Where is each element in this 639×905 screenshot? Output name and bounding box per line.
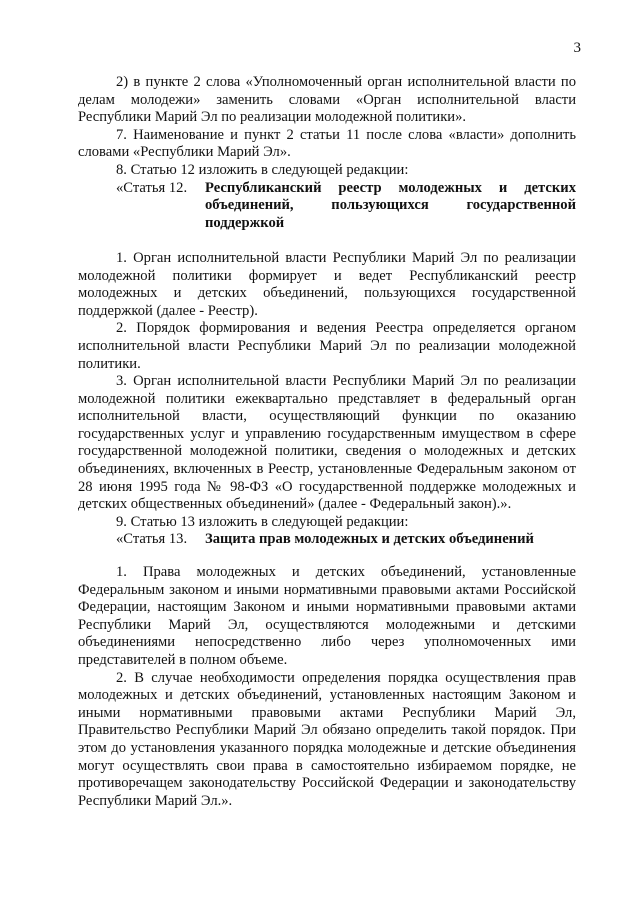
article-12-part-2: 2. Порядок формирования и ведения Реестра определяется органом исполнительной власти Республики Марий Эл по реализации молодежной политики. bbox=[78, 320, 576, 372]
paragraph-item-7: 7. Наименование и пункт 2 статьи 11 после слова «власти» дополнить словами «Республики Марий Эл». bbox=[78, 126, 576, 161]
article-13-part-1: 1. Права молодежных и детских объединений, установленные Федеральным законом и иными нормативными правовыми актами Российской Федерации, настоящим Законом и иными нормативными правовыми актами Республики Марий Эл, осуществляются молодежными и детскими объединениями непосредственно либо через уполномоченных ими представителей в полном объеме. bbox=[78, 564, 576, 668]
article-12-label: «Статья 12. bbox=[116, 179, 188, 196]
article-12-part-3: 3. Орган исполнительной власти Республики Марий Эл по реализации молодежной политики ежеквартально представляет в федеральный орган исполнительной власти, осуществляющий функции по оказанию государственных услуг и управлению государственным имуществом в сфере государственной молодежной политики, сведения о молодежных и детских объединениях, включенных в Реестр, установленные Федеральным законом от 28 июня 1995 года № 98-ФЗ «О государственной поддержке молодежных и детских общественных объединений» (далее - Федеральный закон).». bbox=[78, 373, 576, 513]
article-13-heading bbox=[116, 531, 576, 549]
article-13-label: «Статья 13. bbox=[116, 531, 188, 548]
paragraph-item-8: 8. Статью 12 изложить в следующей редакции: bbox=[116, 161, 409, 178]
article-12-heading bbox=[116, 180, 576, 233]
article-12-part-1: 1. Орган исполнительной власти Республики Марий Эл по реализации молодежной политики формирует и ведет Республиканский реестр молодежных и детских объединений, пользующихся государственной поддержкой (далее - Реестр). bbox=[78, 249, 576, 319]
page-number: 3 bbox=[573, 40, 581, 56]
article-12-title: Республиканский реестр молодежных и детских объединений, пользующихся государственной поддержкой bbox=[205, 179, 576, 231]
document-body bbox=[78, 74, 576, 810]
article-13-title: Защита прав молодежных и детских объединений bbox=[205, 531, 534, 548]
article-13-part-2: 2. В случае необходимости определения порядка осуществления прав молодежных и детских объединений, установленных настоящим Законом и иными нормативными правовыми актами Республики Марий Эл, Правительство Республики Марий Эл обязано определить такой порядок. При этом до установления указанного порядка молодежные и детские объединения могут осуществлять свои права в самостоятельно избираемом порядке, не противоречащем законодательству Российской Федерации и законодательству Республики Марий Эл.». bbox=[78, 669, 576, 809]
paragraph-item-9: 9. Статью 13 изложить в следующей редакции: bbox=[116, 513, 409, 530]
paragraph-amendment-2: 2) в пункте 2 слова «Уполномоченный орган исполнительной власти по делам молодежи» заменить словами «Орган исполнительной власти Республики Марий Эл по реализации молодежной политики». bbox=[78, 74, 576, 126]
